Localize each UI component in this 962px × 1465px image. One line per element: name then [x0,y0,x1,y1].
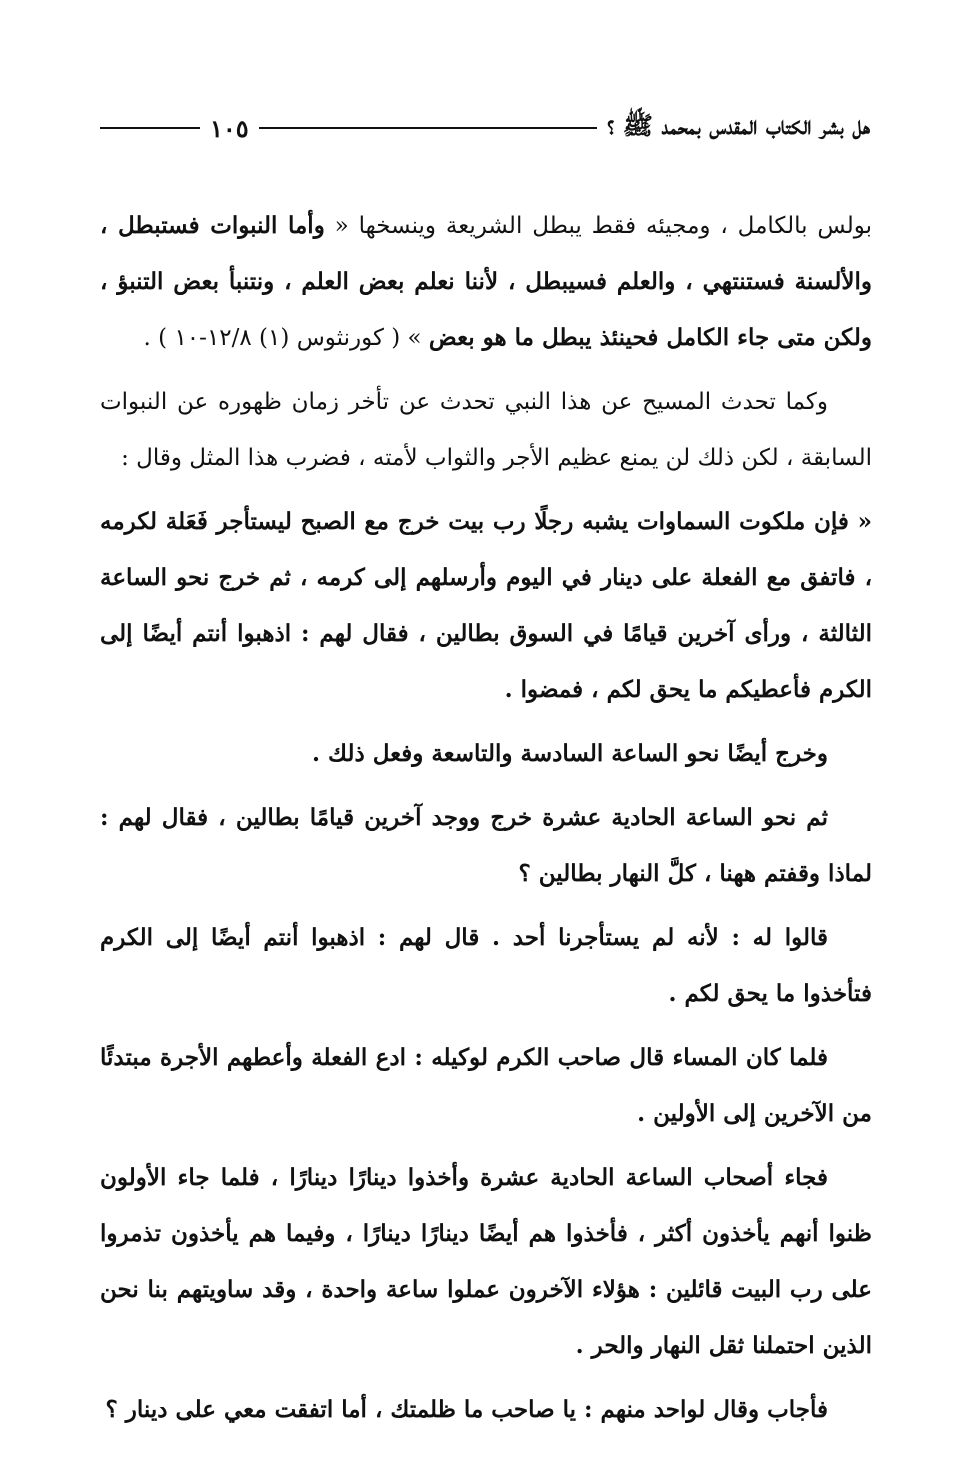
paragraph-7: فلما كان المساء قال صاحب الكرم لوكيله : ادع الفعلة وأعطهم الأجرة مبتدئًا من الآخرين إلى الأولين . [100,1044,872,1127]
paragraph-1 [100,198,872,366]
paragraph-2: وكما تحدث المسيح عن هذا النبي تحدث عن تأخر زمان ظهوره عن النبوات السابقة ، لكن ذلك لن يمنع عظيم الأجر والثواب لأمته ، فضرب هذا المثل وقال : [100,389,872,471]
paragraph-1-quote: وأما النبوات فستبطل ، والألسنة فستنتهي ، والعلم فسيبطل ، لأننا نعلم بعض العلم ، ونتنبأ بعض التنبؤ ، ولكن متى جاء الكامل فحينئذ يبطل ما هو بعض [100,212,872,351]
page-number: ١٠٥ [210,113,249,143]
paragraph-9: فأجاب وقال لواحد منهم : يا صاحب ما ظلمتك ، أما اتفقت معي على دينار ؟ [105,1396,828,1423]
page-body [100,198,872,1446]
paragraph-4: وخرج أيضًا نحو الساعة السادسة والتاسعة وفعل ذلك . [312,740,828,767]
paragraph-1-intro: بولس بالكامل ، ومجيئه فقط يبطل الشريعة وينسخها « [324,213,872,239]
paragraph-5: ثم نحو الساعة الحادية عشرة خرج ووجد آخرين قيامًا بطالين ، فقال لهم : لماذا وقفتم ههنا ، كلَّ النهار بطالين ؟ [100,804,872,887]
paragraph-1-citation: » ( كورنثوس (١) ١٢/٨-١٠ ) . [143,325,429,351]
header-rule [259,127,597,129]
header-rule-end [100,127,200,129]
paragraph-3: « فإن ملكوت السماوات يشبه رجلًا رب بيت خرج مع الصبح ليستأجر فَعَلة لكرمه ، فاتفق مع الفعلة على دينار في اليوم وأرسلهم إلى كرمه ، ثم خرج نحو الساعة الثالثة ، ورأى آخرين قيامًا في السوق بطالين ، فقال لهم : اذهبوا أنتم أيضًا إلى الكرم فأعطيكم ما يحق لكم ، فمضوا . [100,508,872,703]
paragraph-8: فجاء أصحاب الساعة الحادية عشرة وأخذوا دينارًا دينارًا ، فلما جاء الأولون ظنوا أنهم يأخذون أكثر ، فأخذوا هم أيضًا دينارًا دينارًا ، وفيما هم يأخذون تذمروا على رب البيت قائلين : هؤلاء الآخرون عملوا ساعة واحدة ، وقد ساويتهم بنا نحن الذين احتملنا ثقل النهار والحر . [100,1164,872,1359]
paragraph-6: قالوا له : لأنه لم يستأجرنا أحد . قال لهم : اذهبوا أنتم أيضًا إلى الكرم فتأخذوا ما يحق لكم . [100,924,872,1007]
header-title: هل بشر الكتاب المقدس بمحمد ﷺ ؟ [607,110,870,140]
running-header [100,108,870,148]
